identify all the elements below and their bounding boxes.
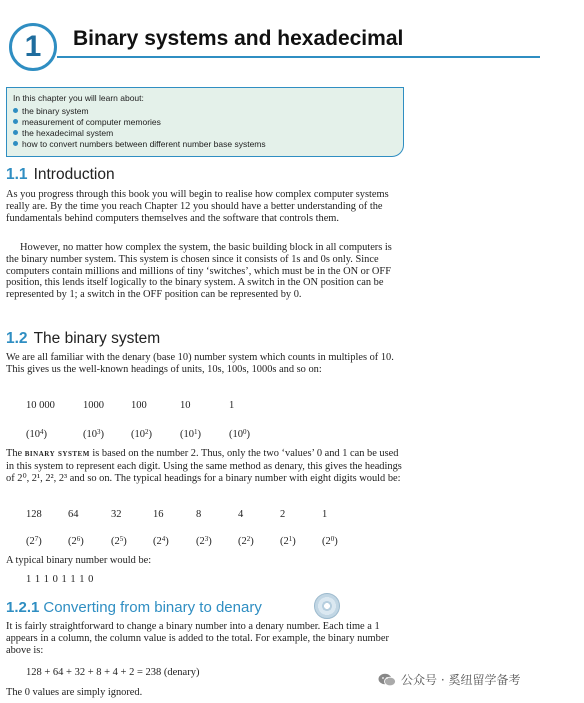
binary-heading: 16	[153, 509, 164, 520]
denary-heading: 100	[131, 400, 147, 411]
denary-heading: 10 000	[26, 400, 55, 411]
key-term: binary system	[24, 449, 90, 459]
binary-heading: 32	[111, 509, 122, 520]
denary-power: $(10^3)$	[83, 428, 104, 440]
binary-power: $(2^2)$	[238, 535, 254, 547]
learning-objectives-list	[13, 106, 266, 150]
denary-power: $(10^0)$	[229, 428, 250, 440]
bullet-icon	[13, 141, 18, 146]
binary-power: $(2^3)$	[196, 535, 212, 547]
binary-paragraph-2: The binary system is based on the number 2. Thus, only the two ‘values’ 0 and 1 can be used in this system to represent each digit. Using the same method as denary, this gives the headings of 2⁰, 2¹, 2², 2³ and so on. The typical headings for a binary number with eight digits would be:	[6, 448, 402, 484]
binary-heading: 64	[68, 509, 79, 520]
binary-power: $(2^1)$	[280, 535, 296, 547]
list-item: how to convert numbers between different number base systems	[13, 139, 266, 150]
section-heading-1-2-1	[6, 599, 262, 616]
binary-power: $(2^4)$	[153, 535, 169, 547]
binary-heading: 2	[280, 509, 286, 520]
section-title: Introduction	[33, 166, 115, 183]
list-item: the hexadecimal system	[13, 128, 266, 139]
binary-power: $(2^5)$	[111, 535, 127, 547]
chapter-number: 1	[24, 30, 42, 63]
bullet-icon	[13, 130, 18, 135]
binary-heading: 128	[26, 509, 42, 520]
cd-rom-icon	[314, 593, 340, 619]
list-item: measurement of computer memories	[13, 117, 266, 128]
converting-paragraph: It is fairly straightforward to change a binary number into a denary number. Each time a 1 appears in a column, the column value is added to the total. For example, the binary number above is:	[6, 621, 389, 656]
section-heading-1-2	[6, 330, 160, 348]
chapter-title: Binary systems and hexadecimal	[73, 27, 404, 50]
denary-power: $(10^1)$	[180, 428, 201, 440]
watermark-text: 公众号 · 奚纽留学备考	[401, 673, 521, 687]
section-heading-1-1	[6, 166, 115, 184]
watermark	[378, 671, 520, 688]
denary-heading: 10	[180, 400, 191, 411]
section-title: The binary system	[33, 330, 161, 347]
binary-paragraph-1: We are all familiar with the denary (base 10) number system which counts in multiples of 10. This gives us the well-known headings of units, 10s, 100s, 1000s and so on:	[6, 352, 394, 375]
bullet-icon	[13, 119, 18, 124]
binary-power: $(2^6)$	[68, 535, 84, 547]
section-number: 1.2.1	[6, 599, 40, 616]
binary-power: $(2^7)$	[26, 535, 42, 547]
learning-objectives-box	[6, 87, 404, 157]
denary-power: $(10^2)$	[131, 428, 152, 440]
denary-heading: 1000	[83, 400, 104, 411]
section-number: 1.1	[6, 166, 28, 183]
chapter-title-rule	[57, 56, 540, 58]
section-number: 1.2	[6, 330, 28, 347]
binary-heading: 8	[196, 509, 202, 520]
conversion-equation: 128 + 64 + 32 + 8 + 4 + 2 = 238 (denary)	[26, 667, 200, 678]
intro-paragraph-2: However, no matter how complex the system, the basic building block in all computers is the binary number system. This system is chosen since it consists of 1s and 0s only. Since computers contain millions and millions of tiny ‘switches’, which must be in the ON or OFF position, this lends itself logically to the binary system. A switch in the ON position can be represented by 1; a switch in the OFF position can be represented by 0.	[6, 242, 392, 301]
typical-binary-number: 1 1 1 0 1 1 1 0	[26, 574, 94, 585]
wechat-icon	[378, 673, 396, 687]
bullet-icon	[13, 108, 18, 113]
typical-binary-label: A typical binary number would be:	[6, 555, 152, 566]
chapter-number-badge	[9, 23, 57, 71]
binary-heading: 4	[238, 509, 244, 520]
denary-power: $(10^4)$	[26, 428, 47, 440]
intro-paragraph-1: As you progress through this book you will begin to realise how complex computer systems really are. By the time you reach Chapter 12 you should have a better understanding of the fundamentals behind computers themselves and the software that controls them.	[6, 189, 389, 224]
binary-power: $(2^0)$	[322, 535, 338, 547]
denary-heading: 1	[229, 400, 235, 411]
section-title: Converting from binary to denary	[43, 599, 262, 616]
list-item: the binary system	[13, 106, 266, 117]
binary-heading: 1	[322, 509, 328, 520]
ignored-note: The 0 values are simply ignored.	[6, 687, 143, 698]
learning-objectives-intro: In this chapter you will learn about:	[13, 93, 144, 103]
